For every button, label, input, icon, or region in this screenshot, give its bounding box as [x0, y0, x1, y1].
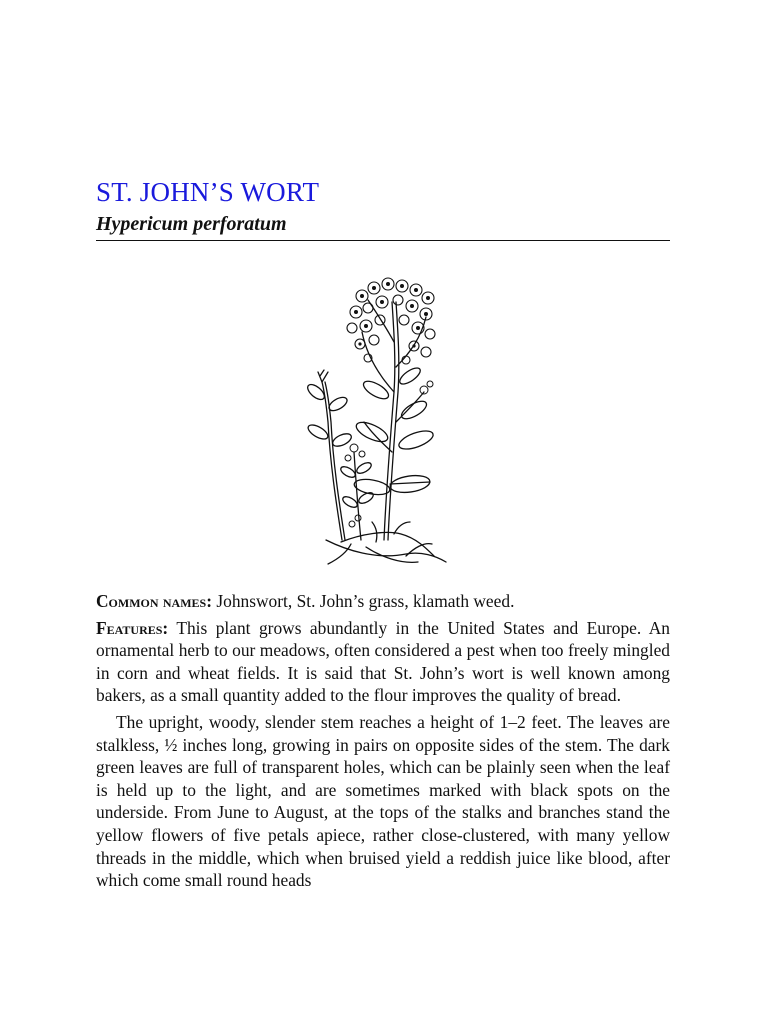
common-names-text: Johnswort, St. John’s grass, klamath weed. [212, 591, 515, 611]
article-body [96, 590, 670, 892]
page-subtitle: Hypericum perforatum [96, 213, 287, 235]
st-johns-wort-plant-drawing-icon [306, 272, 456, 570]
description-paragraph: The upright, woody, slender stem reaches a height of 1–2 feet. The leaves are stalkless, ½ inches long, growing in pairs on opposite sides of the stem. The dark green leaves are full of transparent holes, which can be plainly seen when the leaf is held up to the light, and are sometimes marked with black spots on the underside. From June to August, at the tops of the stalks and branches stand the yellow flowers of five petals apiece, rather close-clustered, with many yellow threads in the middle, which when bruised yield a reddish juice like blood, after which come small round heads [96, 711, 670, 891]
title-divider [96, 240, 670, 241]
page-title: ST. JOHN’S WORT [96, 177, 320, 207]
common-names-label: Common names: [96, 591, 213, 611]
features-label: Features: [96, 617, 169, 638]
features-paragraph [96, 617, 670, 707]
common-names-paragraph [96, 590, 670, 613]
features-text: This plant grows abundantly in the United States and Europe. An ornamental herb to our meadows, often considered a pest when too freely mingled in corn and wheat fields. It is said that St. John’s wort is well known among bakers, as a small quantity added to the flour improves the quality of bread. [96, 617, 670, 706]
